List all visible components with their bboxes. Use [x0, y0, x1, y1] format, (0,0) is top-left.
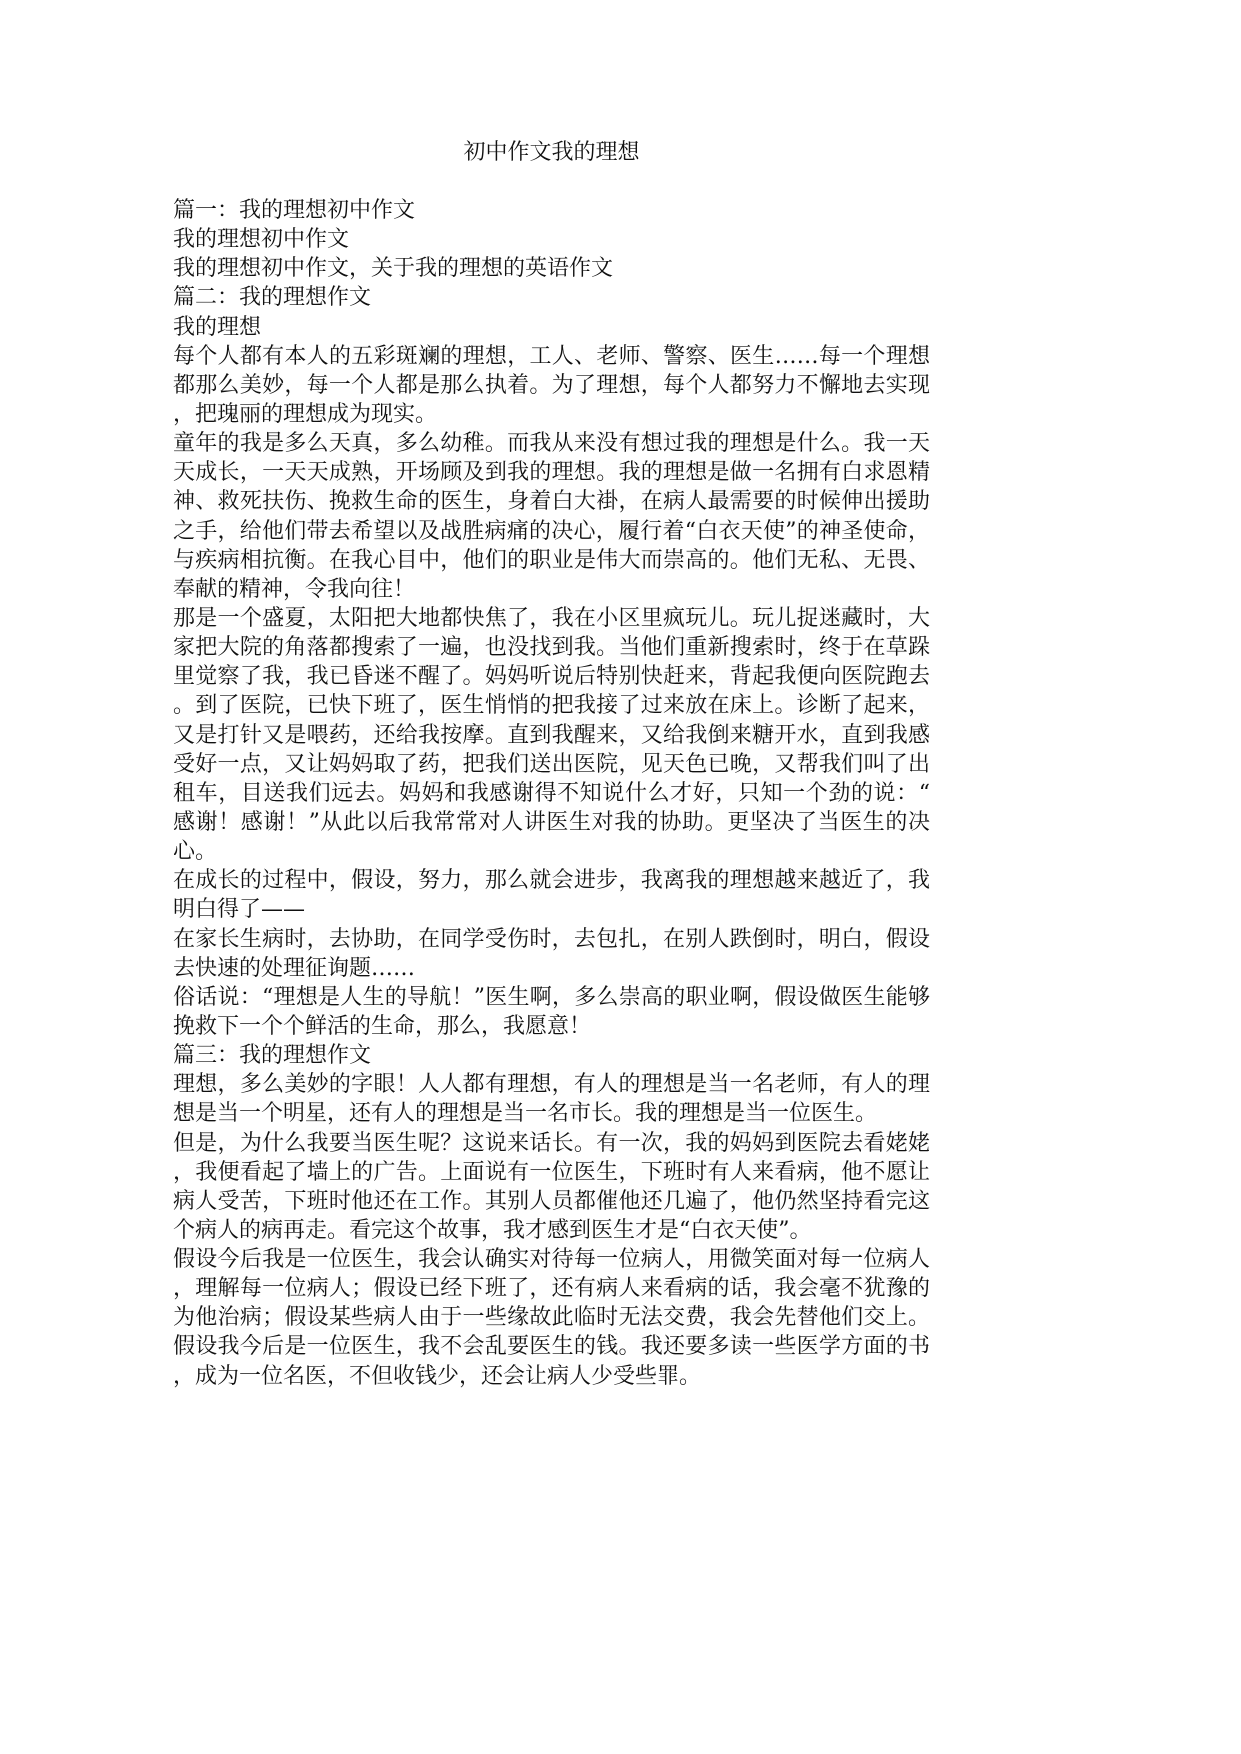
text-line: 感谢！感谢！”从此以后我常常对人讲医生对我的协助。更坚决了当医生的决 — [173, 809, 930, 835]
document-body — [173, 196, 930, 1391]
text-line: 篇一：我的理想初中作文 — [173, 198, 416, 223]
text-line: 个病人的病再走。看完这个故事，我才感到医生才是“白衣天使”。 — [173, 1217, 812, 1243]
text-line: 篇二：我的理想作文 — [173, 285, 372, 311]
text-line: 里觉察了我，我已昏迷不醒了。妈妈听说后特别快赶来，背起我便向医院跑去 — [173, 664, 930, 690]
text-line: 神、救死扶伤、挽救生命的医生，身着白大褂，在病人最需要的时候伸出援助 — [173, 489, 930, 515]
text-line: ，理解每一位病人；假设已经下班了，还有病人来看病的话，我会毫不犹豫的 — [173, 1276, 930, 1302]
text-line: 明白得了—— — [173, 897, 306, 923]
text-line: ，成为一位名医，不但收钱少，还会让病人少受些罪。 — [173, 1363, 702, 1389]
text-line: 我的理想 — [173, 314, 262, 340]
text-line: 假设我今后是一位医生，我不会乱要医生的钱。我还要多读一些医学方面的书 — [173, 1334, 930, 1360]
text-line: 童年的我是多么天真，多么幼稚。而我从来没有想过我的理想是什么。我一天 — [173, 431, 930, 457]
text-line: ，我便看起了墙上的广告。上面说有一位医生，下班时有人来看病，他不愿让 — [173, 1159, 930, 1185]
text-line: 又是打针又是喂药，还给我按摩。直到我醒来，又给我倒来糖开水，直到我感 — [173, 722, 930, 748]
text-line: 在成长的过程中，假设，努力，那么就会进步，我离我的理想越来越近了，我 — [173, 868, 930, 894]
text-line: 病人受苦，下班时他还在工作。其别人员都催他还几遍了，他仍然坚持看完这 — [173, 1188, 930, 1214]
text-line: 心。 — [173, 839, 218, 865]
text-line: 都那么美妙，每一个人都是那么执着。为了理想，每个人都努力不懈地去实现 — [173, 372, 930, 398]
text-line: 为他治病；假设某些病人由于一些缘故此临时无法交费，我会先替他们交上。 — [173, 1305, 930, 1331]
text-line: 俗话说：“理想是人生的导航！”医生啊，多么崇高的职业啊，假设做医生能够 — [173, 984, 930, 1010]
text-line: 。到了医院，已快下班了，医生悄悄的把我接了过来放在床上。诊断了起来， — [173, 693, 930, 719]
text-line: ，把瑰丽的理想成为现实。 — [173, 401, 438, 427]
text-line: 每个人都有本人的五彩斑斓的理想，工人、老师、警察、医生……每一个理想 — [173, 343, 930, 369]
text-line: 理想，多么美妙的字眼！人人都有理想，有人的理想是当一名老师，有人的理 — [173, 1072, 930, 1098]
text-line: 受好一点，又让妈妈取了药，把我们送出医院，见天色已晚，又帮我们叫了出 — [173, 751, 930, 777]
text-line: 天成长，一天天成熟，开场顾及到我的理想。我的理想是做一名拥有白求恩精 — [173, 460, 930, 486]
text-line: 那是一个盛夏，太阳把大地都快焦了，我在小区里疯玩儿。玩儿捉迷藏时，大 — [173, 605, 930, 631]
text-line: 我的理想初中作文，关于我的理想的英语作文 — [173, 256, 614, 282]
text-line: 与疾病相抗衡。在我心目中，他们的职业是伟大而崇高的。他们无私、无畏、 — [173, 547, 930, 573]
text-line: 挽救下一个个鲜活的生命，那么，我愿意！ — [173, 1013, 592, 1039]
text-line: 篇三：我的理想作文 — [173, 1043, 372, 1069]
text-line: 假设今后我是一位医生，我会认确实对待每一位病人，用微笑面对每一位病人 — [173, 1247, 930, 1273]
text-line: 之手，给他们带去希望以及战胜病痛的决心，履行着“白衣天使”的神圣使命， — [173, 518, 930, 544]
text-line: 去快速的处理征询题…… — [173, 955, 416, 981]
text-line: 想是当一个明星，还有人的理想是当一名市长。我的理想是当一位医生。 — [173, 1101, 878, 1127]
text-line: 家把大院的角落都搜索了一遍，也没找到我。当他们重新搜索时，终于在草跺 — [173, 635, 930, 661]
text-line: 奉献的精神，令我向往！ — [173, 576, 416, 602]
text-line: 但是，为什么我要当医生呢？这说来话长。有一次，我的妈妈到医院去看姥姥 — [173, 1130, 930, 1156]
text-line: 租车，目送我们远去。妈妈和我感谢得不知说什么才好，只知一个劲的说：“ — [173, 780, 930, 806]
document-title: 初中作文我的理想 — [463, 140, 640, 165]
text-line: 我的理想初中作文 — [173, 227, 350, 253]
text-line: 在家长生病时，去协助，在同学受伤时，去包扎，在别人跌倒时，明白，假设 — [173, 926, 930, 952]
